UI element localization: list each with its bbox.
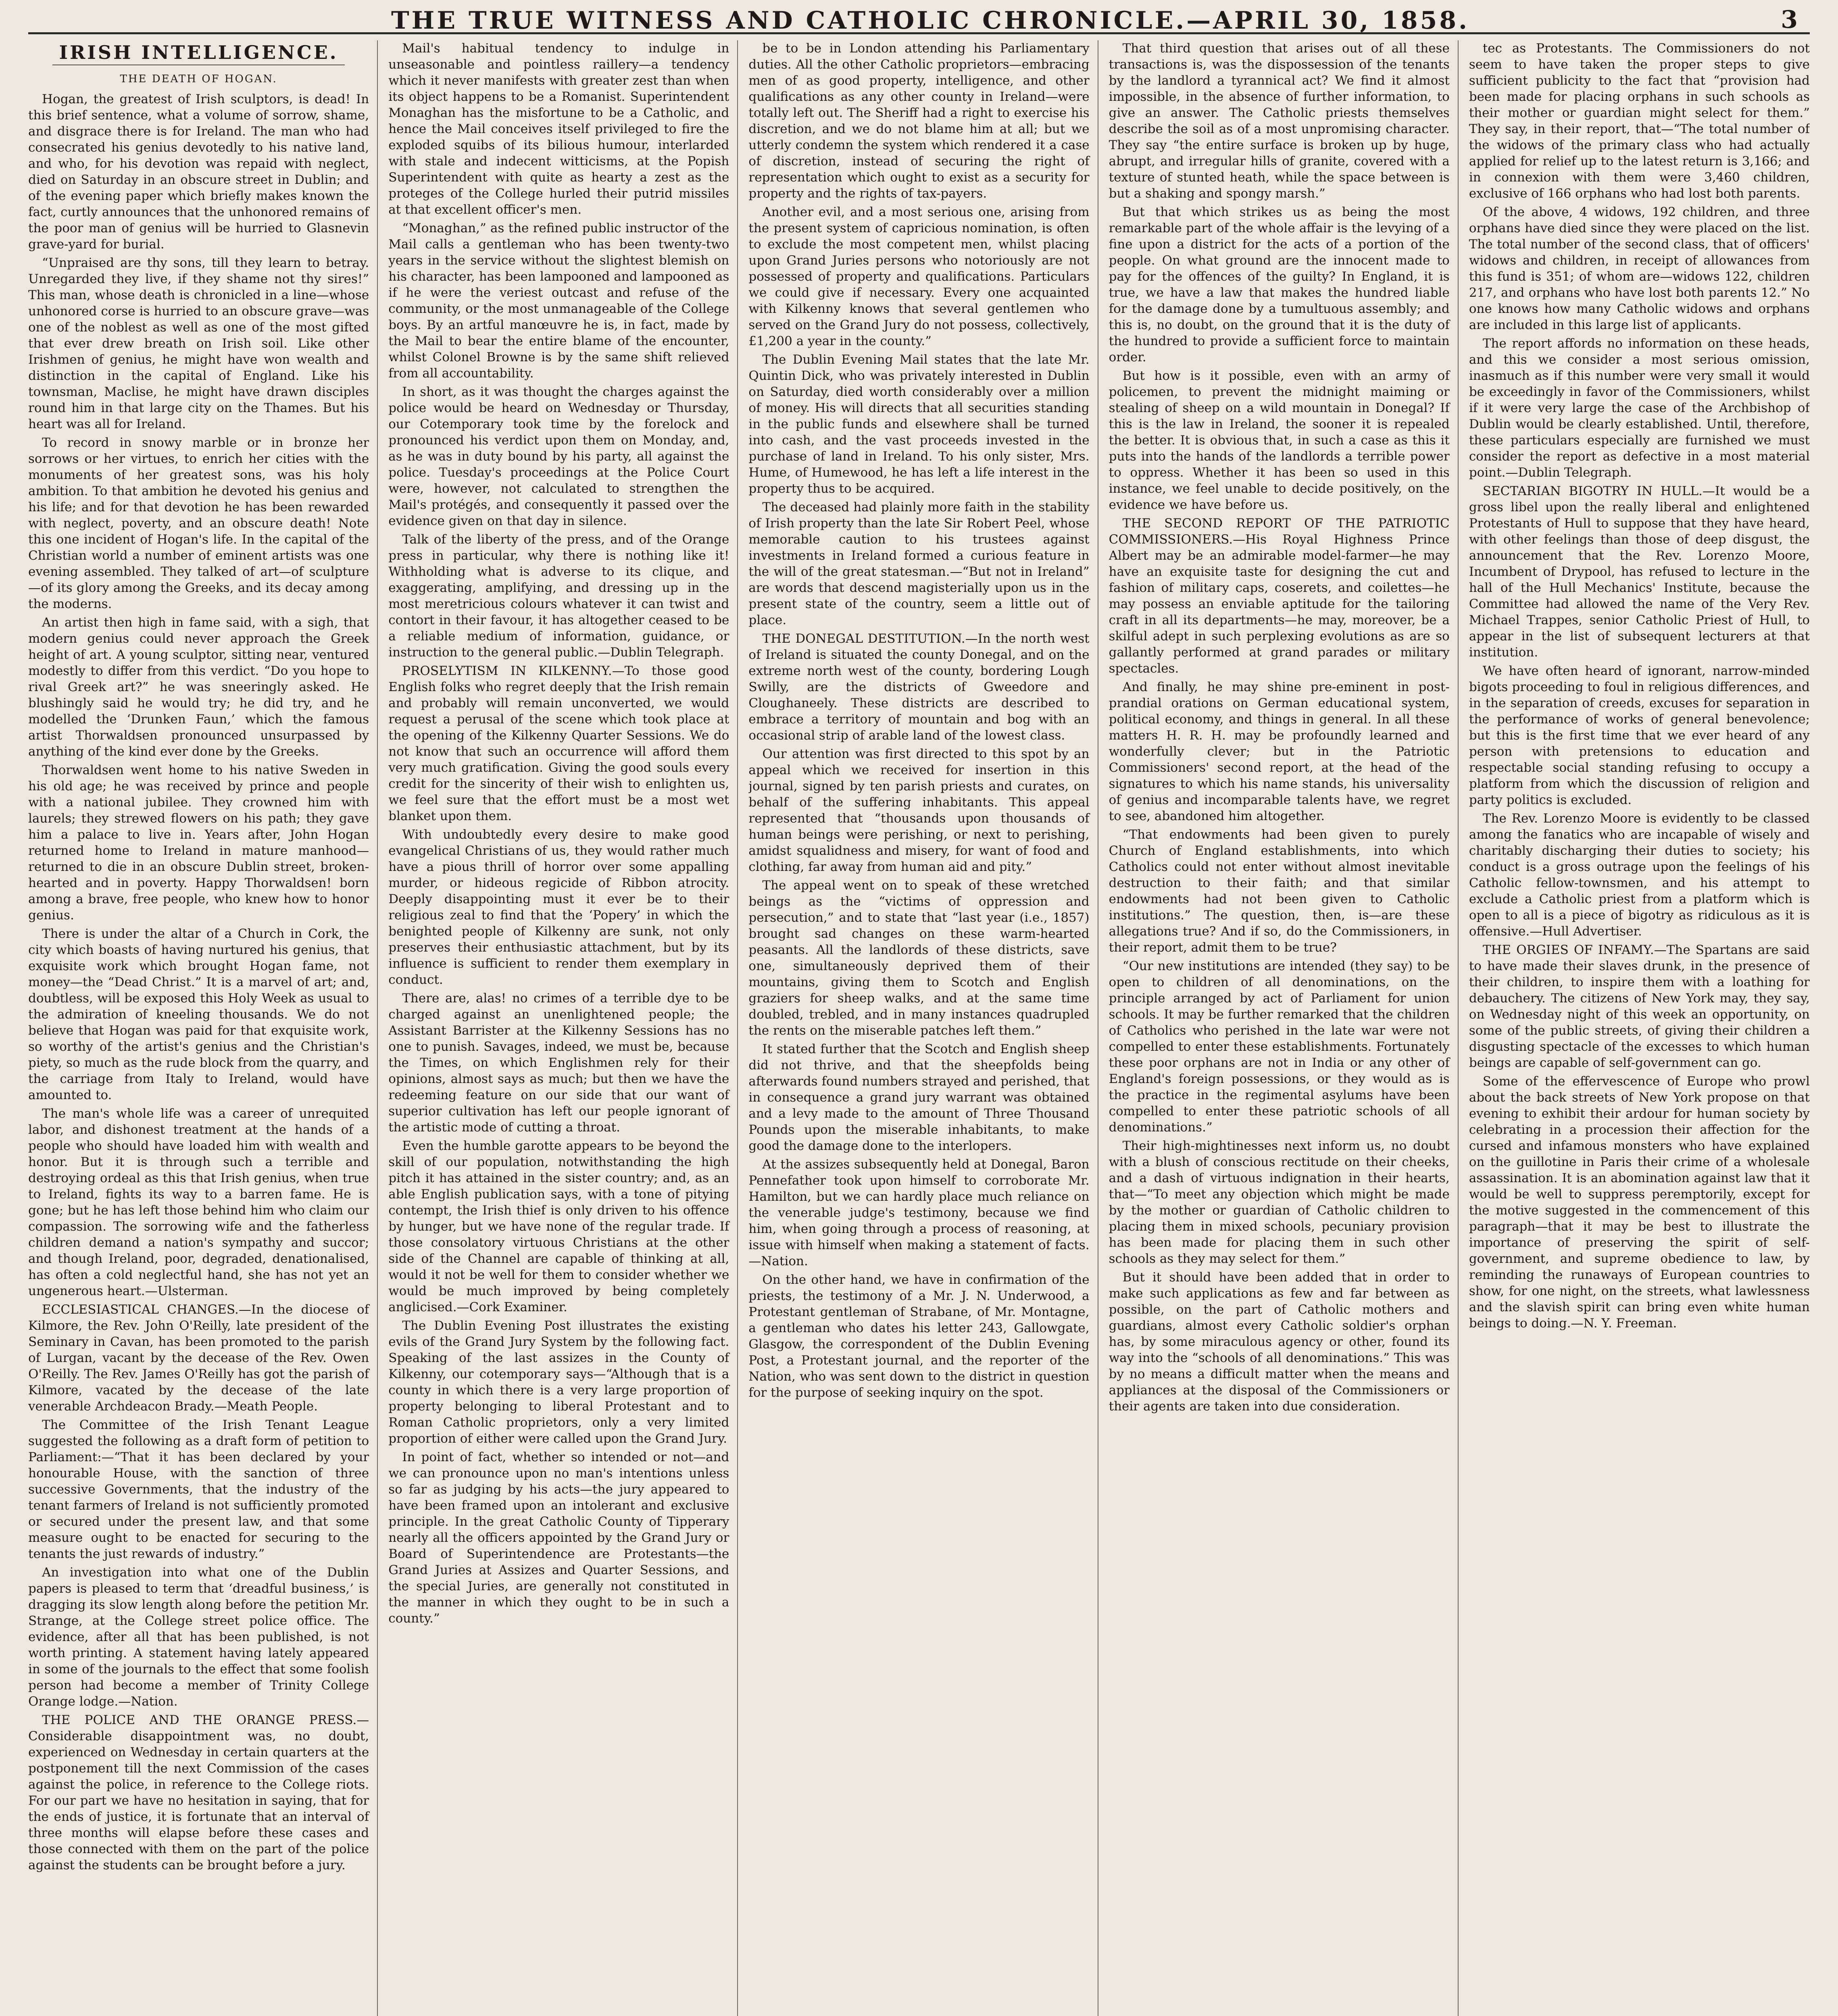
article-paragraph: THE POLICE AND THE ORANGE PRESS.—Considerable disappointment was, no doubt, experienced on Wednesday in certain quarters at the postponement till the next Commission of the cases against the police, in reference to the College riots. For our part we have no hesitation in saying, that for the ends of justice, it is fortunate that an interval of three months will elapse before these cases and those connected with them on the part of the police against the students can be brought before a jury. <box>28 1713 369 1872</box>
column-2-text <box>388 40 729 1627</box>
column-1-text <box>28 91 369 1873</box>
article-paragraph: An investigation into what one of the Dublin papers is pleased to term that ‘dreadful business,’ is dragging its slow length along before the petition Mr. Strange, at the College street police office. The evidence, after all that has been published, is not worth printing. A statement having lately appeared in some of the journals to the effect that some foolish person had become a member of Trinity College Orange lodge.—Nation. <box>28 1565 369 1709</box>
masthead-title: THE TRUE WITNESS AND CATHOLIC CHRONICLE.—APRIL 30, 1858. <box>391 6 1470 35</box>
article-paragraph: We have often heard of ignorant, narrow-minded bigots proceeding to foul in religious differences, and in the separation of creeds, excuses for separation in the performance of works of general benevolence; but this is the first time that we ever heard of any person with pretensions to education and respectable social standing refusing to occupy a platform from which the discussion of religion and party politics is excluded. <box>1469 664 1810 807</box>
article-paragraph: The appeal went on to speak of these wretched beings as the “victims of oppression and persecution,” and to state that “last year (i.e., 1857) brought sad changes on these warm-hearted peasants. All the landlords of these districts, save one, simultaneously deprived them of their mountains, giving them to Scotch and English graziers for sheep walks, and at the same time doubled, trebled, and in many instances quadrupled the rents on the miserable patches left them.” <box>748 878 1090 1038</box>
article-paragraph: In short, as it was thought the charges against the police would be heard on Wednesday or Thursday, our Cotemporary took time by the forelock and pronounced his verdict upon them on Monday, and, as he was in duty bound by his party, all against the police. Tuesday's proceedings at the Police Court were, however, not calculated to strengthen the Mail's protégés, and consequently it passed over the evidence given on that day in silence. <box>388 385 729 528</box>
article-paragraph: PROSELYTISM IN KILKENNY.—To those good English folks who regret deeply that the Irish remain and probably will remain unconverted, we would request a perusal of the scene which took place at the opening of the Kilkenny Quarter Sessions. We do not know that such an occurrence will afford them very much gratification. Giving the good souls every credit for the sincerity of their wish to enlighten us, we feel sure that the effort must be a most wet blanket upon them. <box>388 664 729 823</box>
article-paragraph: “Our new institutions are intended (they say) to be open to children of all denominations, on the principle arranged by act of Parliament for union schools. It may be further remarked that the children of Catholics who perished in the late war were not compelled to enter these establishments. Fortunately these poor orphans are not in India or any other of England's foreign possessions, or they would as is the practice in the regimental asylums have been compelled to enter these patriotic schools of all denominations.” <box>1109 959 1450 1135</box>
article-paragraph: But that which strikes us as being the most remarkable part of the whole affair is the levying of a fine upon a district for the acts of a portion of the people. On what ground are the innocent made to pay for the offences of the guilty? In England, it is true, we have a law that makes the hundred liable for the damage done by a tumultuous assembly; and this is, no doubt, on the ground that it is the duty of the hundred to provide a sufficient force to maintain order. <box>1109 205 1450 364</box>
article-paragraph: There is under the altar of a Church in Cork, the city which boasts of having nurtured his genius, that exquisite work which brought Hogan fame, not money—the “Dead Christ.” It is a marvel of art; and, doubtless, will be exposed this Holy Week as usual to the admiration of kneeling thousands. We do not believe that Hogan was paid for that exquisite work, so worthy of the artist's genius and the Christian's piety, so much as the rude block from the quarry, and the carriage from Italy to Ireland, would have amounted to. <box>28 927 369 1102</box>
article-paragraph: be to be in London attending his Parliamentary duties. All the other Catholic proprietors—embracing men of as good property, intelligence, and other qualifications as any other county in Ireland—were totally left out. The Sheriff had a right to exercise his discretion, and we do not blame him at all; but we utterly condemn the system which rendered it a case of discretion, instead of securing the right of representation which ought to exist as a security for property and the rights of tax-payers. <box>748 41 1090 201</box>
column-1 <box>28 40 378 2016</box>
article-paragraph: Talk of the liberty of the press, and of the Orange press in particular, why there is nothing like it! Withholding what is adverse to its clique, and exaggerating, amplifying, and dressing up in the most meretricious colours whatever it can twist and contort in their favour, it has altogether ceased to be a reliable medium of information, guidance, or instruction to the general public.—Dublin Telegraph. <box>388 532 729 660</box>
article-paragraph: With undoubtedly every desire to make good evangelical Christians of us, they would rather much have a pious thrill of horror over some appalling murder, or hideous regicide of Ribbon atrocity. Deeply disappointing must it ever be to their religious zeal to find that the ‘Popery’ in which the benighted people of Kilkenny are sunk, not only preserves their enthusiastic attachment, but by its influence is sufficient to render them exemplary in conduct. <box>388 827 729 987</box>
article-paragraph: To record in snowy marble or in bronze her sorrows or her virtues, to enrich her cities with the monuments of her greatest sons, was his holy ambition. To that ambition he devoted his genius and his life; and for that devotion he has been rewarded with neglect, poverty, and an obscure death! Note this one incident of Hogan's life. In the capital of the Christian world a number of eminent artists was one evening assembled. They talked of art—of sculpture—of its glory among the Greeks, and its decay among the moderns. <box>28 435 369 611</box>
article-paragraph: Our attention was first directed to this spot by an appeal which we received for insertion in this journal, signed by ten parish priests and curates, on behalf of the suffering inhabitants. This appeal represented that “thousands upon thousands of human beings were perishing, or next to perishing, amidst squalidness and misery, for want of food and clothing, far away from human aid and pity.” <box>748 747 1090 874</box>
article-paragraph: Of the above, 4 widows, 192 children, and three orphans have died since they were placed on the list. The total number of the second class, that of officers' widows and children, in receipt of allowances from this fund is 351; of whom are—widows 122, children 217, and orphans who have lost both parents 12.” No one knows how many Catholic widows and orphans are included in this large list of applicants. <box>1469 205 1810 332</box>
article-paragraph: An artist then high in fame said, with a sigh, that modern genius could never approach the Greek height of art. A young sculptor, sitting near, ventured modestly to differ from this verdict. “Do you hope to rival Greek art?” he was sneeringly asked. He blushingly said he would try; he did try, and he modelled the ‘Drunken Faun,’ which the famous artist Thorwaldsen pronounced unsurpassed by anything of the kind ever done by the Greeks. <box>28 615 369 759</box>
article-paragraph: THE SECOND REPORT OF THE PATRIOTIC COMMISSIONERS.—His Royal Highness Prince Albert may be an admirable model-farmer—he may have an exquisite taste for designing the cut and fashion of military caps, coserets, and coilettes—he may possess an enviable aptitude for the tailoring craft in all its departments—he may, moreover, be a skilful adept in such perplexing evolutions as are so gallantly performed at grand parades or military spectacles. <box>1109 516 1450 676</box>
article-paragraph: The Committee of the Irish Tenant League suggested the following as a draft form of petition to Parliament:—“That it has been declared by your honourable House, with the sanction of three successive Governments, that the industry of the tenant farmers of Ireland is not sufficiently promoted or secured under the present law, and that some measure ought to be enacted for securing to the tenants the just rewards of industry.” <box>28 1418 369 1561</box>
article-paragraph: But it should have been added that in order to make such applications as few and far between as possible, on the part of Catholic mothers and guardians, almost every Catholic soldier's orphan has, by some miraculous agency or other, found its way into the “schools of all denominations.” This was by no means a difficult matter when the means and appliances at the disposal of the Commissioners or their agents are taken into due consideration. <box>1109 1270 1450 1414</box>
article-subheading: THE DEATH OF HOGAN. <box>120 73 277 85</box>
article-paragraph: Mail's habitual tendency to indulge in unseasonable and pointless raillery—a tendency which it never manifests with greater zest than when its object happens to be a Romanist. Superintendent Monaghan has the misfortune to be a Catholic, and hence the Mail conceives itself privileged to fire the exploded squibs of its bilious humour, interlarded with stale and indecent witticisms, at the Popish Superintendent with quite as hearty a zest as the proteges of the College hurled their putrid missiles at that excellent officer's men. <box>388 41 729 217</box>
column-2 <box>388 40 738 2016</box>
article-paragraph: It stated further that the Scotch and English sheep did not thrive, and that the sheepfolds being afterwards found numbers strayed and perished, that in consequence a grand jury warrant was obtained and a levy made to the amount of Three Thousand Pounds upon the miserable inhabitants, to make good the damage done to the interlopers. <box>748 1042 1090 1153</box>
column-5 <box>1469 40 1810 2016</box>
article-paragraph: SECTARIAN BIGOTRY IN HULL.—It would be a gross libel upon the really liberal and enlightened Protestants of Hull to suppose that they have heard, with other feelings than those of deep disgust, the announcement that the Rev. Lorenzo Moore, Incumbent of Drypool, has refused to lecture in the hall of the Hull Mechanics' Institute, because the Committee had allowed the name of the Very Rev. Michael Trappes, senior Catholic Priest of Hull, to appear in the list of subsequent lecturers at that institution. <box>1469 484 1810 660</box>
columns-container <box>28 40 1810 2016</box>
article-paragraph: “Monaghan,” as the refined public instructor of the Mail calls a gentleman who has been twenty-two years in the service without the slightest blemish on his character, has been lampooned and lampooned as if he were the veriest outcast and refuse of the community, or the most unmanageable of the College boys. By an artful manœuvre he is, in fact, made by the Mail to bear the entire blame of the encounter, whilst Colonel Browne is by the same shift relieved from all accountability. <box>388 221 729 381</box>
article-paragraph: And finally, he may shine pre-eminent in post-prandial orations on German educational system, political economy, and things in general. In all these matters H. R. H. may be profoundly learned and wonderfully clever; but in the Patriotic Commissioners' second report, at the head of the signatures to which his name stands, his universality of genius and incomparable talents have, we regret to see, abandoned him altogether. <box>1109 680 1450 823</box>
article-paragraph: The Dublin Evening Post illustrates the existing evils of the Grand Jury System by the following fact. Speaking of the last assizes in the County of Kilkenny, our cotemporary says—“Although that is a county in which there is a very large proportion of property belonging to liberal Protestant and to Roman Catholic proprietors, only a very limited proportion of either were called upon the Grand Jury. <box>388 1318 729 1446</box>
masthead <box>28 5 1810 34</box>
article-paragraph: Some of the effervescence of Europe who prowl about the back streets of New York propose on that evening to exhibit their ardour for human society by celebrating in a procession their affection for the cursed and infamous monsters who have explained on the guillotine in Paris their crime of a wholesale assassination. It is an abomination against law that it would be well to suppress peremptorily, except for the motive suggested in the commencement of this paragraph—that it may be best to illustrate the importance of preserving the spirit of self-government, and supreme obedience to law, by reminding the runaways of European countries to show, for one night, on the streets, what lawlessness and the slavish spirit can bring even white human beings to doing.—N. Y. Freeman. <box>1469 1074 1810 1331</box>
article-paragraph: At the assizes subsequently held at Donegal, Baron Pennefather took upon himself to corroborate Mr. Hamilton, but we can hardly place much reliance on the venerable judge's testimony, because we find him, when going through a process of reasoning, at issue with himself when making a statement of facts.—Nation. <box>748 1157 1090 1268</box>
column-4-text <box>1109 40 1450 1414</box>
article-paragraph: The Rev. Lorenzo Moore is evidently to be classed among the fanatics who are incapable of wisely and charitably discharging their duties to society; his conduct is a gross outrage upon the feelings of his Catholic fellow-townsmen, and his attempt to exclude a Catholic priest from a platform which is open to all is a piece of bigotry as ridiculous as it is offensive.—Hull Advertiser. <box>1469 811 1810 939</box>
article-paragraph: The report affords no information on these heads, and this we consider a most serious omission, inasmuch as if this number were very small it would be exceedingly in favor of the Commissioners, whilst if it were very large the case of the Archbishop of Dublin would be clearly established. Until, therefore, these particulars especially are furnished we must consider the report as defective in a most material point.—Dublin Telegraph. <box>1469 336 1810 480</box>
article-paragraph: THE ORGIES OF INFAMY.—The Spartans are said to have made their slaves drunk, in the presence of their children, to inspire them with a loathing for debauchery. The citizens of New York may, they say, on Wednesday night of this week an opportunity, on some of the public streets, of giving their children a disgusting spectacle of the excesses to which human beings are capable of self-government can go. <box>1469 943 1810 1070</box>
article-paragraph: Their high-mightinesses next inform us, no doubt with a blush of conscious rectitude on their cheeks, and a dash of virtuous indignation in their hearts, that—“To meet any objection which might be made by the mother or guardian of Catholic children to placing them in mixed schools, pecuniary provision has been made for placing them in such other schools as they may select for them.” <box>1109 1139 1450 1266</box>
column-3-text <box>748 40 1089 1401</box>
article-paragraph: tec as Protestants. The Commissioners do not seem to have taken the proper steps to give sufficient publicity to the fact that “provision had been made for placing orphans in such schools as their mother or guardian might select for them.” They say, in their report, that—“The total number of the widows of the primary class who had actually applied for relief up to the latest return is 3,166; and in connexion with them were 3,460 children, exclusive of 166 orphans who had lost both parents. <box>1469 41 1810 201</box>
page-number: 3 <box>1781 6 1798 34</box>
article-paragraph: THE DONEGAL DESTITUTION.—In the north west of Ireland is situated the county Donegal, and on the extreme north west of the county, bordering Lough Swilly, are the districts of Gweedore and Cloughaneely. These districts are described to embrace a territory of mountain and bog with an occasional strip of arable land of the lowest class. <box>748 631 1090 743</box>
article-paragraph: Even the humble garotte appears to be beyond the skill of our population, notwithstanding the high pitch it has attained in the sister country; and, as an able English publication says, with a tone of pitying contempt, the Irish thief is only driven to his offence by hunger, but we have none of the regular trade. If those consolatory virtuous Christians at the other side of the Channel are capable of thinking at all, would it not be well for them to consider whether we would be much improved by being completely anglicised.—Cork Examiner. <box>388 1139 729 1314</box>
article-paragraph: Thorwaldsen went home to his native Sweden in his old age; he was received by prince and people with a national jubilee. They crowned him with laurels; they strewed flowers on his path; they gave him a palace to live in. Years after, John Hogan returned home to Ireland in mature manhood—returned to die in an obscure Dublin street, broken-hearted and in poverty. Happy Thorwaldsen! born among a brave, free people, who knew how to honor genius. <box>28 763 369 923</box>
article-paragraph: Another evil, and a most serious one, arising from the present system of capricious nomination, is often to exclude the most competent men, whilst placing upon Grand Juries persons who notoriously are not possessed of property and qualifications. Particulars we could give if necessary. Every one acquainted with Kilkenny knows that several gentlemen who served on the Grand Jury do not possess, collectively, £1,200 a year in the county.” <box>748 205 1090 348</box>
article-paragraph: There are, alas! no crimes of a terrible dye to be charged against an unenlightened people; the Assistant Barrister at the Kilkenny Sessions has no one to punish. Savages, indeed, we must be, because the Times, on which Englishmen rely for their opinions, almost says as much; but then we have the redeeming feature on our side that our want of superior cultivation has left our people ignorant of the artistic mode of cutting a throat. <box>388 991 729 1135</box>
article-paragraph: But how is it possible, even with an army of policemen, to prevent the midnight maiming or stealing of sheep on a wild mountain in Donegal? If this is the law in Ireland, the sooner it is repealed the better. It is obvious that, in such a case as this it puts into the hands of the landlords a terrible power to oppress. Whether it has been so used in this instance, we feel unable to decide positively, on the evidence we have before us. <box>1109 369 1450 512</box>
article-paragraph: “That endowments had been given to purely Church of England establishments, into which Catholics could not enter without almost inevitable destruction to their faith; and that similar endowments had not been given to Catholic institutions.” The question, then, is—are these allegations true? And if so, do the Commissioners, in their report, admit them to be true? <box>1109 827 1450 955</box>
article-paragraph: “Unpraised are thy sons, till they learn to betray. Unregarded they live, if they shame not thy sires!” This man, whose death is chronicled in a line—whose unhonored corse is hurried to an obscure grave—was one of the noblest as well as one of the most gifted that ever drew breath on Irish soil. Like other Irishmen of genius, he might have won wealth and distinction in the capital of England. Like his townsman, Maclise, he might have drawn disciples round him in that large city on the Thames. But his heart was all for Ireland. <box>28 256 369 431</box>
column-3 <box>748 40 1098 2016</box>
article-paragraph: The deceased had plainly more faith in the stability of Irish property than the late Sir Robert Peel, whose memorable caution to his trustees against investments in Ireland formed a curious feature in the will of the great statesman.—“But not in Ireland” are words that descend magisterially upon us in the present state of the country, seem a little out of place. <box>748 500 1090 627</box>
section-heading: IRISH INTELLIGENCE. <box>59 42 338 63</box>
column-5-text <box>1469 40 1810 1331</box>
article-paragraph: The Dublin Evening Mail states that the late Mr. Quintin Dick, who was privately interested in Dublin on Saturday, died worth considerably over a million of money. His will directs that all securities standing in the public funds and elsewhere shall be turned into cash, and the vast proceeds invested in the purchase of land in Ireland. To his only sister, Mrs. Hume, of Humewood, he has left a life interest in the property thus to be acquired. <box>748 352 1090 496</box>
column-4 <box>1109 40 1459 2016</box>
article-paragraph: ECCLESIASTICAL CHANGES.—In the diocese of Kilmore, the Rev. John O'Reilly, late president of the Seminary in Cavan, has been promoted to the parish of Lurgan, vacant by the decease of the Rev. Owen O'Reilly. The Rev. James O'Reilly has got the parish of Kilmore, vacated by the decease of the late venerable Archdeacon Brady.—Meath People. <box>28 1302 369 1414</box>
article-paragraph: The man's whole life was a career of unrequited labor, and dishonest treatment at the hands of a people who should have loaded him with wealth and honor. But it is through such a terrible and destroying ordeal as this that Irish genius, when true to Ireland, fights its way to a barren fame. He is gone; but he has left those behind him who claim our compassion. The sorrowing wife and the fatherless children demand a nation's sympathy and succor; and though Ireland, poor, degraded, denationalised, has often a cold neglectful hand, she has not yet an ungenerous heart.—Ulsterman. <box>28 1106 369 1298</box>
article-paragraph: That third question that arises out of all these transactions is, was the dispossession of the tenants by the landlord a tyrannical act? We find it almost impossible, in the absence of further information, to give an answer. The Catholic priests themselves describe the soil as of a most unpromising character. They say “the entire surface is broken up by huge, abrupt, and irregular hills of granite, covered with a texture of stunted heath, while the space between is but a shaking and spongy marsh.” <box>1109 41 1450 201</box>
article-paragraph: On the other hand, we have in confirmation of the priests, the testimony of a Mr. J. N. Underwood, a Protestant gentleman of Strabane, of Mr. Montagne, a gentleman who dates his letter 243, Gallowgate, Glasgow, the correspondent of the Dublin Evening Post, a Protestant journal, and the reporter of the Nation, who was sent down to the district in question for the purpose of seeking inquiry on the spot. <box>748 1272 1090 1400</box>
article-paragraph: Hogan, the greatest of Irish sculptors, is dead! In this brief sentence, what a volume of sorrow, shame, and disgrace there is for Ireland. The man who had consecrated his genius devotedly to his native land, and who, for his devotion was repaid with neglect, died on Saturday in an obscure street in Dublin; and of the evening paper which briefly makes known the fact, curtly announces that the unhonored remains of the poor man of genius will be hurried to Glasnevin grave-yard for burial. <box>28 92 369 252</box>
article-paragraph: In point of fact, whether so intended or not—and we can pronounce upon no man's intentions unless so far as judging by his acts—the jury appeared to have been framed upon an intolerant and exclusive principle. In the great Catholic County of Tipperary nearly all the officers appointed by the Grand Jury or Board of Superintendence are Protestants—the Grand Juries at Assizes and Quarter Sessions, and the special Juries, are generally not constituted in the manner in which they ought to be in such a county.” <box>388 1450 729 1626</box>
